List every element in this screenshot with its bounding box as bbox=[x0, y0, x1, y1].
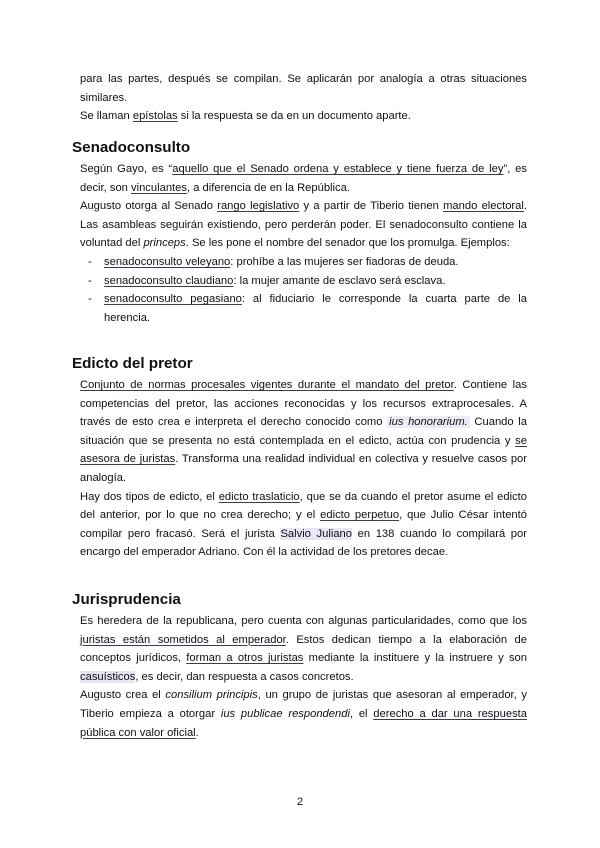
text-run: . Las asambleas seguirán existiendo, pero perderán poder. El senadoconsulto contiene la voluntad del bbox=[80, 200, 527, 250]
underlined-term: mando electoral bbox=[443, 200, 524, 213]
underlined-term: edicto perpetuo bbox=[320, 509, 400, 522]
underlined-term: se asesora de juristas bbox=[80, 434, 527, 466]
underlined-term: juristas están sometidos al emperador bbox=[80, 633, 286, 646]
underlined-quote: aquello que el Senado ordena y establece y tiene fuerza de ley bbox=[172, 163, 504, 175]
text-run: y a partir de Tiberio tienen bbox=[299, 200, 444, 213]
examples-list bbox=[80, 253, 527, 327]
text-run: Augusto crea el bbox=[80, 689, 166, 702]
edicto-paragraph-2 bbox=[80, 488, 527, 562]
text-run: mediante la instituere y la instruere y son bbox=[303, 652, 527, 665]
example-text: : prohíbe a las mujeres ser fiadoras de deuda. bbox=[230, 255, 459, 268]
highlighted-term: casuísticos bbox=[80, 670, 136, 683]
underlined-term: edicto traslaticio bbox=[218, 490, 300, 503]
example-term: senadoconsulto veleyano bbox=[104, 255, 231, 268]
text-run: . bbox=[195, 726, 199, 739]
intro-block bbox=[80, 70, 527, 126]
underlined-definition: Conjunto de normas procesales vigentes durante el mandato del pretor bbox=[80, 379, 454, 391]
underlined-term: epístolas bbox=[132, 110, 178, 123]
text-run: Es heredera de la republicana, pero cuenta con algunas particularidades, como que los bbox=[80, 615, 527, 627]
underlined-term: derecho a dar una respuesta pública con valor oficial bbox=[80, 707, 527, 739]
heading-jurisprudencia: Jurisprudencia bbox=[72, 591, 181, 608]
edicto-paragraph-1 bbox=[80, 376, 527, 488]
jurisprudencia-paragraph-1 bbox=[80, 612, 527, 686]
example-term: senadoconsulto pegasiano bbox=[104, 293, 242, 306]
underlined-term: rango legislativo bbox=[217, 200, 300, 213]
edicto-block bbox=[80, 376, 527, 562]
italic-term: princeps bbox=[143, 237, 186, 250]
text-run: . Estos dedican tiempo a la elaboración de conceptos jurídicos, bbox=[80, 633, 527, 665]
italic-term: consilium principis bbox=[165, 689, 258, 702]
underlined-term: vinculantes bbox=[131, 181, 187, 194]
list-item bbox=[80, 253, 527, 272]
text-run: , es decir, dan respuesta a casos concretos. bbox=[135, 670, 354, 683]
senadoconsulto-paragraph-1 bbox=[80, 160, 527, 197]
highlighted-term: ius honorarium. bbox=[389, 416, 468, 429]
underlined-term: forman a otros juristas bbox=[186, 652, 304, 665]
example-term: senadoconsulto claudiano bbox=[104, 274, 234, 287]
text-run: Según Gayo, es “ bbox=[80, 163, 173, 175]
text-run: , el bbox=[349, 707, 374, 720]
text-run: Se llaman bbox=[80, 110, 133, 123]
text-run: . Se les pone el nombre del senador que los promulga. Ejemplos: bbox=[185, 237, 510, 250]
text-run: , que Julio César intentó compilar pero fracasó. Será el jurista bbox=[80, 509, 527, 540]
text-run: . Transforma una realidad individual en colectiva y resuelve casos por analogía. bbox=[80, 453, 527, 484]
text-run: si la respuesta se da en un documento aparte. bbox=[177, 110, 411, 123]
heading-edicto-del-pretor: Edicto del pretor bbox=[72, 355, 193, 372]
list-item bbox=[80, 290, 527, 327]
text-run: Augusto otorga al Senado bbox=[80, 200, 218, 213]
text-run: en 138 cuando lo compilará por encargo del emperador Adriano. Con él la actividad de los pretores decae. bbox=[80, 527, 527, 559]
highlighted-name: Salvio Juliano bbox=[280, 527, 352, 540]
text-run: Cuando la situación que se presenta no está contemplada en el edicto, actúa con prudencia y bbox=[80, 416, 527, 447]
jurisprudencia-block bbox=[80, 612, 527, 742]
text-run: . Contiene las competencias del pretor, las acciones reconocidas y los recursos extraprocesales. A través de esto crea e interpreta el derecho conocido como bbox=[80, 379, 527, 429]
page-number: 2 bbox=[296, 796, 304, 808]
text-run: ”, es decir, son bbox=[80, 163, 527, 194]
intro-paragraph-1: para las partes, después se compilan. Se aplicarán por analogía a otras situaciones similares. bbox=[80, 73, 527, 104]
jurisprudencia-paragraph-2 bbox=[80, 686, 527, 742]
text-run: , un grupo de juristas que asesoran al emperador, y Tiberio empieza a otorgar bbox=[80, 689, 527, 720]
example-text: : la mujer amante de esclavo será esclava. bbox=[233, 274, 446, 287]
senadoconsulto-block bbox=[80, 160, 527, 327]
text-run: , que se da cuando el pretor asume el edicto del anterior, por lo que no crea derecho; y el bbox=[80, 490, 527, 522]
senadoconsulto-paragraph-2 bbox=[80, 197, 527, 253]
list-item bbox=[80, 272, 527, 291]
text-run: , a diferencia de en la República. bbox=[186, 181, 350, 194]
text-run: Hay dos tipos de edicto, el bbox=[80, 490, 219, 503]
italic-term: ius publicae respondendi bbox=[220, 707, 350, 720]
heading-senadoconsulto: Senadoconsulto bbox=[72, 139, 191, 156]
example-text: : al fiduciario le corresponde la cuarta parte de la herencia. bbox=[104, 293, 527, 324]
intro-paragraph-2 bbox=[80, 107, 527, 126]
